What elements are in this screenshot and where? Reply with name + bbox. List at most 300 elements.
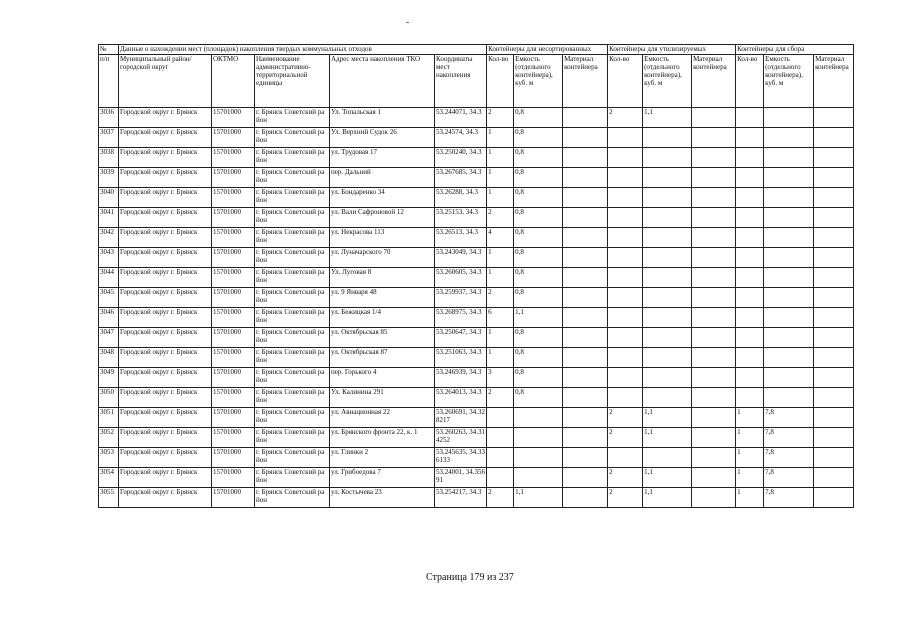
- cell-oktmo: 15701000: [212, 168, 255, 188]
- cell-qty-collect: [736, 308, 764, 328]
- cell-material-collect: [814, 288, 854, 308]
- cell-qty-unsorted: 1: [487, 268, 514, 288]
- cell-municipal: Городской округ г. Брянск: [119, 228, 212, 248]
- cell-address: ул. Вали Сафроновой 12: [330, 208, 435, 228]
- cell-material-collect: [814, 328, 854, 348]
- cell-row-number: 3047: [99, 328, 119, 348]
- cell-admin-unit: г. Брянск Советский район: [255, 408, 330, 428]
- cell-address: ул. Брянского фронта 22, к. 1: [330, 428, 435, 448]
- header-qty-recycle: Кол-во: [608, 55, 643, 108]
- cell-material-unsorted: [563, 128, 608, 148]
- cell-qty-recycle: [608, 288, 643, 308]
- header-qty-unsorted: Кол-во: [487, 55, 514, 108]
- cell-admin-unit: г. Брянск Советский район: [255, 108, 330, 128]
- header-group-tko: Данные о нахождении мест (площадок) накопления твердых коммунальных отходов: [119, 45, 487, 55]
- cell-row-number: 3046: [99, 308, 119, 328]
- cell-qty-unsorted: [487, 468, 514, 488]
- cell-qty-collect: [736, 108, 764, 128]
- cell-material-recycle: [692, 328, 736, 348]
- cell-row-number: 3039: [99, 168, 119, 188]
- header-num: №: [99, 45, 119, 55]
- cell-material-recycle: [692, 348, 736, 368]
- cell-material-recycle: [692, 128, 736, 148]
- cell-oktmo: 15701000: [212, 148, 255, 168]
- header-admin-unit: Наименование административно-территориальной единицы: [255, 55, 330, 108]
- cell-material-collect: [814, 448, 854, 468]
- cell-capacity-collect: [764, 108, 814, 128]
- cell-capacity-unsorted: 0,8: [514, 148, 563, 168]
- cell-capacity-collect: [764, 268, 814, 288]
- cell-qty-collect: [736, 288, 764, 308]
- cell-capacity-collect: [764, 348, 814, 368]
- cell-municipal: Городской округ г. Брянск: [119, 308, 212, 328]
- cell-capacity-unsorted: 0,8: [514, 288, 563, 308]
- cell-admin-unit: г. Брянск Советский район: [255, 268, 330, 288]
- cell-capacity-collect: 7,8: [764, 488, 814, 508]
- cell-municipal: Городской округ г. Брянск: [119, 348, 212, 368]
- cell-material-recycle: [692, 408, 736, 428]
- cell-capacity-collect: [764, 188, 814, 208]
- cell-capacity-unsorted: 0,8: [514, 168, 563, 188]
- cell-coordinates: 53.260605, 34.3: [435, 268, 487, 288]
- cell-row-number: 3043: [99, 248, 119, 268]
- cell-coordinates: 53.264013, 34.3: [435, 388, 487, 408]
- table-row: [99, 348, 854, 368]
- cell-qty-collect: [736, 188, 764, 208]
- cell-capacity-recycle: [643, 208, 692, 228]
- cell-admin-unit: г. Брянск Советский район: [255, 308, 330, 328]
- cell-admin-unit: г. Брянск Советский район: [255, 228, 330, 248]
- table-row: [99, 228, 854, 248]
- cell-material-recycle: [692, 248, 736, 268]
- cell-material-recycle: [692, 308, 736, 328]
- cell-qty-recycle: [608, 128, 643, 148]
- cell-capacity-unsorted: 1,1: [514, 488, 563, 508]
- cell-coordinates: 53.254217, 34.3: [435, 488, 487, 508]
- table-row: [99, 148, 854, 168]
- cell-capacity-recycle: 1,1: [643, 428, 692, 448]
- cell-coordinates: 53.24001, 34.35691: [435, 468, 487, 488]
- cell-qty-recycle: [608, 268, 643, 288]
- cell-material-collect: [814, 348, 854, 368]
- header-group-collect: Контейнеры для сбора: [736, 45, 854, 55]
- cell-capacity-recycle: [643, 168, 692, 188]
- cell-address: Ул. Верхний Судок 26: [330, 128, 435, 148]
- cell-qty-recycle: 2: [608, 428, 643, 448]
- cell-capacity-unsorted: [514, 448, 563, 468]
- cell-qty-collect: [736, 128, 764, 148]
- cell-capacity-collect: [764, 128, 814, 148]
- cell-qty-recycle: [608, 228, 643, 248]
- cell-capacity-collect: 7,8: [764, 428, 814, 448]
- cell-coordinates: 53.260691, 34.328217: [435, 408, 487, 428]
- cell-admin-unit: г. Брянск Советский район: [255, 428, 330, 448]
- cell-capacity-unsorted: 0,8: [514, 128, 563, 148]
- page-number: Страница 179 из 237: [426, 572, 514, 583]
- cell-material-unsorted: [563, 448, 608, 468]
- cell-capacity-unsorted: 0,8: [514, 348, 563, 368]
- cell-coordinates: 53.243049, 34.3: [435, 248, 487, 268]
- cell-capacity-collect: [764, 328, 814, 348]
- cell-row-number: 3055: [99, 488, 119, 508]
- cell-capacity-recycle: 1,1: [643, 108, 692, 128]
- cell-qty-unsorted: 1: [487, 148, 514, 168]
- cell-address: ул. Авиационная 22: [330, 408, 435, 428]
- cell-material-collect: [814, 108, 854, 128]
- cell-qty-unsorted: 4: [487, 228, 514, 248]
- cell-qty-collect: [736, 208, 764, 228]
- cell-capacity-collect: [764, 228, 814, 248]
- cell-coordinates: 53.250240, 34.3: [435, 148, 487, 168]
- cell-material-collect: [814, 368, 854, 388]
- table-row: [99, 268, 854, 288]
- table-row: [99, 468, 854, 488]
- cell-material-recycle: [692, 168, 736, 188]
- cell-capacity-recycle: [643, 448, 692, 468]
- cell-row-number: 3050: [99, 388, 119, 408]
- cell-capacity-unsorted: 0,8: [514, 228, 563, 248]
- cell-qty-unsorted: 2: [487, 288, 514, 308]
- cell-qty-unsorted: [487, 448, 514, 468]
- cell-material-unsorted: [563, 388, 608, 408]
- waste-sites-table: [98, 44, 854, 508]
- cell-qty-unsorted: 1: [487, 248, 514, 268]
- cell-qty-recycle: 2: [608, 108, 643, 128]
- cell-material-recycle: [692, 488, 736, 508]
- cell-material-collect: [814, 408, 854, 428]
- cell-material-unsorted: [563, 348, 608, 368]
- cell-municipal: Городской округ г. Брянск: [119, 108, 212, 128]
- header-material-unsorted: Материал контейнера: [563, 55, 608, 108]
- cell-capacity-unsorted: 0,8: [514, 108, 563, 128]
- cell-oktmo: 15701000: [212, 188, 255, 208]
- cell-capacity-recycle: 1,1: [643, 468, 692, 488]
- cell-material-recycle: [692, 468, 736, 488]
- cell-qty-collect: [736, 248, 764, 268]
- table-row: [99, 408, 854, 428]
- cell-qty-unsorted: 1: [487, 188, 514, 208]
- cell-material-collect: [814, 428, 854, 448]
- cell-material-unsorted: [563, 208, 608, 228]
- cell-municipal: Городской округ г. Брянск: [119, 408, 212, 428]
- cell-capacity-recycle: [643, 348, 692, 368]
- cell-qty-recycle: [608, 168, 643, 188]
- cell-material-collect: [814, 468, 854, 488]
- header-oktmo: ОКТМО: [212, 55, 255, 108]
- cell-row-number: 3045: [99, 288, 119, 308]
- cell-qty-collect: 1: [736, 408, 764, 428]
- header-group-unsorted: Контейнеры для несортированных: [487, 45, 608, 55]
- cell-coordinates: 53.245635, 34.336133: [435, 448, 487, 468]
- cell-row-number: 3037: [99, 128, 119, 148]
- cell-qty-collect: 1: [736, 448, 764, 468]
- cell-material-recycle: [692, 108, 736, 128]
- cell-material-recycle: [692, 428, 736, 448]
- cell-material-unsorted: [563, 308, 608, 328]
- cell-oktmo: 15701000: [212, 248, 255, 268]
- cell-material-collect: [814, 268, 854, 288]
- table-row: [99, 288, 854, 308]
- cell-oktmo: 15701000: [212, 468, 255, 488]
- cell-capacity-collect: [764, 388, 814, 408]
- cell-oktmo: 15701000: [212, 288, 255, 308]
- table-row: [99, 108, 854, 128]
- cell-admin-unit: г. Брянск Советский район: [255, 468, 330, 488]
- cell-qty-unsorted: 3: [487, 368, 514, 388]
- cell-capacity-collect: [764, 168, 814, 188]
- cell-row-number: 3049: [99, 368, 119, 388]
- table-row: [99, 208, 854, 228]
- cell-capacity-unsorted: 0,8: [514, 368, 563, 388]
- cell-material-recycle: [692, 288, 736, 308]
- cell-qty-unsorted: 6: [487, 308, 514, 328]
- cell-row-number: 3051: [99, 408, 119, 428]
- cell-capacity-unsorted: 1,1: [514, 308, 563, 328]
- cell-capacity-recycle: [643, 228, 692, 248]
- cell-municipal: Городской округ г. Брянск: [119, 488, 212, 508]
- cell-capacity-collect: [764, 248, 814, 268]
- cell-coordinates: 53.26513, 34.3: [435, 228, 487, 248]
- cell-material-recycle: [692, 228, 736, 248]
- cell-material-unsorted: [563, 288, 608, 308]
- header-municipal: Муниципальный район/городской округ: [119, 55, 212, 108]
- cell-coordinates: 53.244071, 34.3: [435, 108, 487, 128]
- cell-coordinates: 53.26288, 34.3: [435, 188, 487, 208]
- cell-qty-recycle: [608, 188, 643, 208]
- cell-capacity-collect: [764, 368, 814, 388]
- cell-municipal: Городской округ г. Брянск: [119, 388, 212, 408]
- cell-coordinates: 53.251063, 34.3: [435, 348, 487, 368]
- cell-row-number: 3040: [99, 188, 119, 208]
- cell-qty-recycle: [608, 248, 643, 268]
- cell-material-recycle: [692, 208, 736, 228]
- cell-material-unsorted: [563, 168, 608, 188]
- cell-admin-unit: г. Брянск Советский район: [255, 388, 330, 408]
- cell-capacity-collect: 7,8: [764, 448, 814, 468]
- cell-municipal: Городской округ г. Брянск: [119, 168, 212, 188]
- cell-material-collect: [814, 208, 854, 228]
- cell-qty-recycle: [608, 368, 643, 388]
- cell-row-number: 3048: [99, 348, 119, 368]
- cell-admin-unit: г. Брянск Советский район: [255, 348, 330, 368]
- cell-capacity-recycle: [643, 388, 692, 408]
- cell-address: пер. Горького 4: [330, 368, 435, 388]
- cell-qty-collect: [736, 368, 764, 388]
- table-row: [99, 428, 854, 448]
- cell-row-number: 3036: [99, 108, 119, 128]
- cell-admin-unit: г. Брянск Советский район: [255, 288, 330, 308]
- cell-row-number: 3053: [99, 448, 119, 468]
- cell-row-number: 3041: [99, 208, 119, 228]
- cell-oktmo: 15701000: [212, 128, 255, 148]
- cell-qty-recycle: [608, 308, 643, 328]
- cell-qty-recycle: [608, 148, 643, 168]
- cell-admin-unit: г. Брянск Советский район: [255, 208, 330, 228]
- cell-admin-unit: г. Брянск Советский район: [255, 248, 330, 268]
- header-address: Адрес места накопления ТКО: [330, 55, 435, 108]
- cell-qty-recycle: 2: [608, 488, 643, 508]
- cell-capacity-unsorted: 0,8: [514, 248, 563, 268]
- cell-oktmo: 15701000: [212, 108, 255, 128]
- cell-material-unsorted: [563, 408, 608, 428]
- cell-capacity-unsorted: 0,8: [514, 328, 563, 348]
- cell-qty-unsorted: 2: [487, 108, 514, 128]
- cell-qty-collect: [736, 228, 764, 248]
- cell-material-collect: [814, 308, 854, 328]
- cell-municipal: Городской округ г. Брянск: [119, 188, 212, 208]
- cell-address: ул. Бежицкая 1/4: [330, 308, 435, 328]
- cell-material-recycle: [692, 388, 736, 408]
- cell-material-unsorted: [563, 188, 608, 208]
- cell-material-unsorted: [563, 228, 608, 248]
- header-coords: Координаты мест накопления: [435, 55, 487, 108]
- cell-capacity-unsorted: 0,8: [514, 188, 563, 208]
- header-capacity-collect: Емкость (отдельного контейнера), куб. м: [764, 55, 814, 108]
- cell-municipal: Городской округ г. Брянск: [119, 128, 212, 148]
- cell-row-number: 3038: [99, 148, 119, 168]
- cell-qty-unsorted: 2: [487, 488, 514, 508]
- cell-qty-unsorted: 1: [487, 128, 514, 148]
- cell-material-unsorted: [563, 148, 608, 168]
- cell-coordinates: 53.24574, 34.3: [435, 128, 487, 148]
- cell-qty-collect: 1: [736, 468, 764, 488]
- cell-municipal: Городской округ г. Брянск: [119, 328, 212, 348]
- table-row: [99, 308, 854, 328]
- cell-capacity-recycle: 1,1: [643, 408, 692, 428]
- cell-material-unsorted: [563, 428, 608, 448]
- cell-capacity-recycle: [643, 368, 692, 388]
- cell-material-unsorted: [563, 268, 608, 288]
- cell-capacity-recycle: [643, 148, 692, 168]
- table-row: [99, 488, 854, 508]
- cell-material-collect: [814, 388, 854, 408]
- cell-oktmo: 15701000: [212, 368, 255, 388]
- cell-qty-unsorted: 1: [487, 168, 514, 188]
- cell-material-collect: [814, 488, 854, 508]
- cell-oktmo: 15701000: [212, 308, 255, 328]
- cell-material-collect: [814, 148, 854, 168]
- header-capacity-unsorted: Емкость (отдельного контейнера), куб. м: [514, 55, 563, 108]
- cell-oktmo: 15701000: [212, 228, 255, 248]
- cell-oktmo: 15701000: [212, 488, 255, 508]
- cell-row-number: 3044: [99, 268, 119, 288]
- cell-material-unsorted: [563, 248, 608, 268]
- cell-material-collect: [814, 228, 854, 248]
- cell-capacity-collect: 7,8: [764, 408, 814, 428]
- cell-qty-unsorted: 1: [487, 328, 514, 348]
- cell-admin-unit: г. Брянск Советский район: [255, 488, 330, 508]
- header-capacity-recycle: Емкость (отдельного контейнера), куб. м: [643, 55, 692, 108]
- table-header-row-2: [99, 55, 854, 108]
- cell-material-recycle: [692, 448, 736, 468]
- cell-address: ул. Октябрьская 85: [330, 328, 435, 348]
- table-row: [99, 368, 854, 388]
- cell-admin-unit: г. Брянск Советский район: [255, 168, 330, 188]
- cell-municipal: Городской округ г. Брянск: [119, 148, 212, 168]
- cell-admin-unit: г. Брянск Советский район: [255, 328, 330, 348]
- cell-oktmo: 15701000: [212, 428, 255, 448]
- header-group-recycle: Контейнеры для утилизируемых: [608, 45, 736, 55]
- cell-capacity-collect: [764, 308, 814, 328]
- table-row: [99, 248, 854, 268]
- cell-address: Ул. Калинина 291: [330, 388, 435, 408]
- cell-material-unsorted: [563, 488, 608, 508]
- cell-material-unsorted: [563, 468, 608, 488]
- cell-address: ул. Костычева 23: [330, 488, 435, 508]
- cell-municipal: Городской округ г. Брянск: [119, 468, 212, 488]
- cell-coordinates: 53.267685, 34.3: [435, 168, 487, 188]
- cell-oktmo: 15701000: [212, 388, 255, 408]
- cell-capacity-recycle: [643, 268, 692, 288]
- cell-address: пер. Дальний: [330, 168, 435, 188]
- cell-capacity-unsorted: 0,8: [514, 208, 563, 228]
- cell-municipal: Городской округ г. Брянск: [119, 248, 212, 268]
- cell-capacity-unsorted: 0,8: [514, 268, 563, 288]
- table-header-row-1: [99, 45, 854, 55]
- cell-qty-recycle: [608, 328, 643, 348]
- cell-qty-collect: [736, 328, 764, 348]
- scan-mark: [406, 22, 409, 23]
- cell-oktmo: 15701000: [212, 328, 255, 348]
- cell-qty-recycle: [608, 348, 643, 368]
- cell-qty-recycle: [608, 448, 643, 468]
- table-row: [99, 188, 854, 208]
- cell-qty-collect: [736, 268, 764, 288]
- cell-admin-unit: г. Брянск Советский район: [255, 148, 330, 168]
- cell-capacity-collect: [764, 208, 814, 228]
- cell-row-number: 3042: [99, 228, 119, 248]
- cell-material-collect: [814, 188, 854, 208]
- cell-qty-unsorted: 2: [487, 208, 514, 228]
- header-material-collect: Материал контейнера: [814, 55, 854, 108]
- cell-qty-collect: 1: [736, 428, 764, 448]
- cell-row-number: 3052: [99, 428, 119, 448]
- cell-address: ул. Грибоедова 7: [330, 468, 435, 488]
- cell-material-recycle: [692, 268, 736, 288]
- cell-capacity-recycle: [643, 288, 692, 308]
- cell-address: Ул. Топальская 1: [330, 108, 435, 128]
- cell-municipal: Городской округ г. Брянск: [119, 208, 212, 228]
- cell-material-recycle: [692, 188, 736, 208]
- cell-capacity-recycle: [643, 188, 692, 208]
- cell-address: ул. Глинки 2: [330, 448, 435, 468]
- table-row: [99, 388, 854, 408]
- cell-oktmo: 15701000: [212, 448, 255, 468]
- cell-municipal: Городской округ г. Брянск: [119, 268, 212, 288]
- cell-capacity-unsorted: [514, 468, 563, 488]
- table-row: [99, 328, 854, 348]
- cell-qty-unsorted: [487, 408, 514, 428]
- cell-oktmo: 15701000: [212, 268, 255, 288]
- cell-qty-collect: [736, 348, 764, 368]
- cell-municipal: Городской округ г. Брянск: [119, 368, 212, 388]
- cell-capacity-recycle: [643, 128, 692, 148]
- cell-address: Ул. Луговая 8: [330, 268, 435, 288]
- cell-address: ул. 9 Января 48: [330, 288, 435, 308]
- cell-qty-collect: [736, 388, 764, 408]
- cell-qty-collect: [736, 148, 764, 168]
- cell-capacity-unsorted: [514, 408, 563, 428]
- cell-qty-collect: [736, 168, 764, 188]
- cell-material-unsorted: [563, 368, 608, 388]
- cell-qty-collect: 1: [736, 488, 764, 508]
- cell-admin-unit: г. Брянск Советский район: [255, 448, 330, 468]
- cell-capacity-recycle: [643, 328, 692, 348]
- cell-material-collect: [814, 168, 854, 188]
- cell-municipal: Городской округ г. Брянск: [119, 288, 212, 308]
- header-material-recycle: Материал контейнера: [692, 55, 736, 108]
- cell-oktmo: 15701000: [212, 348, 255, 368]
